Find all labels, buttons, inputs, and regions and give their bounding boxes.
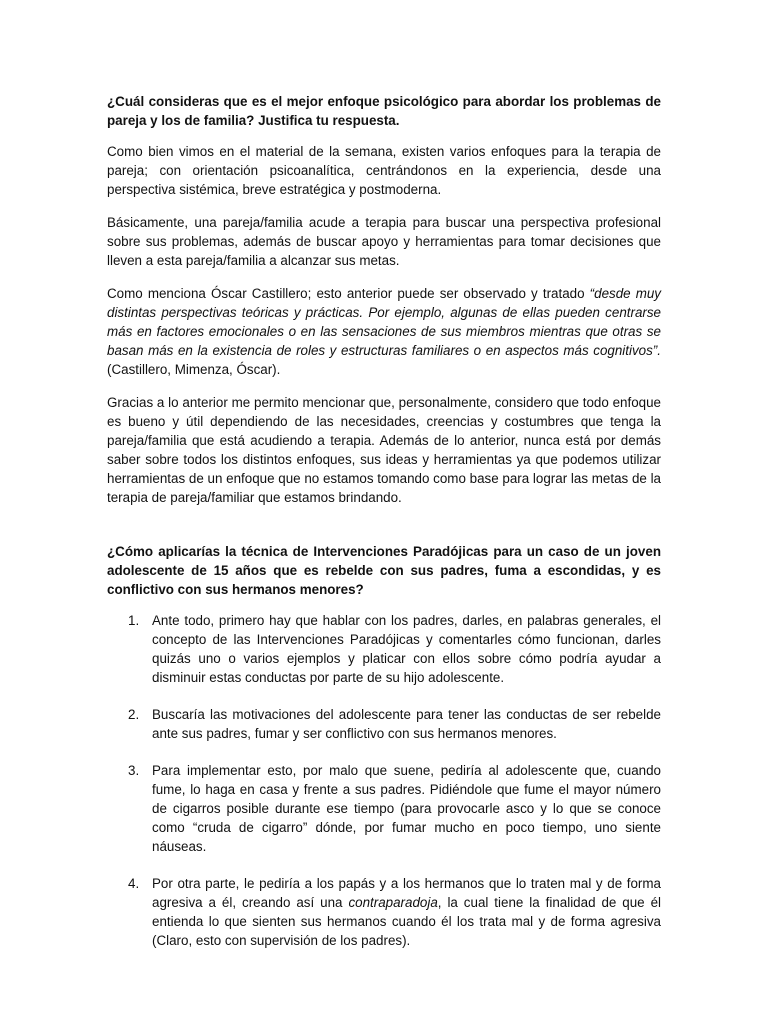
list-item-text-part: Por otra parte, le pediría a los papás y a los hermanos que lo traten mal y de forma agresiva a él, creando así una bbox=[152, 876, 661, 910]
paragraph-1: Como bien vimos en el material de la semana, existen varios enfoques para la terapia de pareja; con orientación psicoanalítica, centrándonos en la experiencia, desde una perspectiva sistémica, breve estratégica y postmoderna. bbox=[107, 144, 661, 197]
list-item-text: Buscaría las motivaciones del adolescente para tener las conductas de ser rebelde ante sus padres, fumar y ser conflictivo con sus hermanos menores. bbox=[152, 707, 661, 741]
paragraph-4: Gracias a lo anterior me permito mencionar que, personalmente, considero que todo enfoque es bueno y útil dependiendo de las necesidades, creencias y costumbres que tenga la pareja/familia que está acudiendo a terapia. Además de lo anterior, nunca está por demás saber sobre todos los distintos enfoques, sus ideas y herramientas ya que podemos utilizar herramientas de un enfoque que no estamos tomando como base para lograr las metas de la terapia de pareja/familiar que estamos brindando. bbox=[107, 395, 661, 505]
list-number: 4. bbox=[128, 876, 140, 891]
list-item bbox=[107, 705, 661, 743]
list-number: 1. bbox=[128, 613, 140, 628]
citation: (Castillero, Mimenza, Óscar). bbox=[107, 362, 281, 377]
list-item-text: Para implementar esto, por malo que suene, pediría al adolescente que, cuando fume, lo haga en casa y frente a sus padres. Pidiéndole que fume el mayor número de cigarros posible durante ese tiempo (para provocarle asco y lo que se conoce como “cruda de cigarro” dónde, por fumar mucho en poco tiempo, uno siente náuseas. bbox=[152, 763, 661, 854]
list-item bbox=[107, 874, 661, 950]
castillero-quote: “desde muy distintas perspectivas teóricas y prácticas. Por ejemplo, algunas de ellas pueden centrarse más en factores emocionales o en las sensaciones de sus miembros mientras que otras se basan más en la existencia de roles y estructuras familiares o en aspectos más cognitivos”. bbox=[107, 286, 662, 358]
list-item bbox=[107, 611, 661, 687]
list-item bbox=[107, 761, 661, 856]
question-2-heading: ¿Cómo aplicarías la técnica de Intervenciones Paradójicas para un caso de un joven adolescente de 15 años que es rebelde con sus padres, fuma a escondidas, y es conflictivo con sus hermanos menores? bbox=[107, 544, 661, 597]
question-1-heading: ¿Cuál consideras que es el mejor enfoque psicológico para abordar los problemas de pareja y los de familia? Justifica tu respuesta. bbox=[107, 94, 661, 128]
list-number: 3. bbox=[128, 763, 140, 778]
document-page bbox=[107, 92, 661, 950]
list-item-text bbox=[152, 876, 661, 948]
list-item-text-part: , la cual tiene la finalidad de que él entienda lo que sienten sus hermanos cuando él los trata mal y de forma agresiva (Claro, esto con supervisión de los padres). bbox=[152, 895, 661, 948]
numbered-list bbox=[107, 611, 661, 950]
paragraph-3 bbox=[107, 284, 661, 379]
contraparadoja-term: contraparadoja bbox=[348, 895, 438, 910]
paragraph-3-intro: Como menciona Óscar Castillero; esto anterior puede ser observado y tratado bbox=[107, 286, 590, 301]
list-item-text: Ante todo, primero hay que hablar con los padres, darles, en palabras generales, el concepto de las Intervenciones Paradójicas y comentarles cómo funcionan, darles quizás uno o varios ejemplos y platicar con ellos sobre cómo podría ayudar a disminuir estas conductas por parte de su hijo adolescente. bbox=[152, 613, 661, 685]
list-number: 2. bbox=[128, 707, 140, 722]
paragraph-2: Básicamente, una pareja/familia acude a terapia para buscar una perspectiva profesional sobre sus problemas, además de buscar apoyo y herramientas para tomar decisiones que lleven a esta pareja/familia a alcanzar sus metas. bbox=[107, 215, 661, 268]
